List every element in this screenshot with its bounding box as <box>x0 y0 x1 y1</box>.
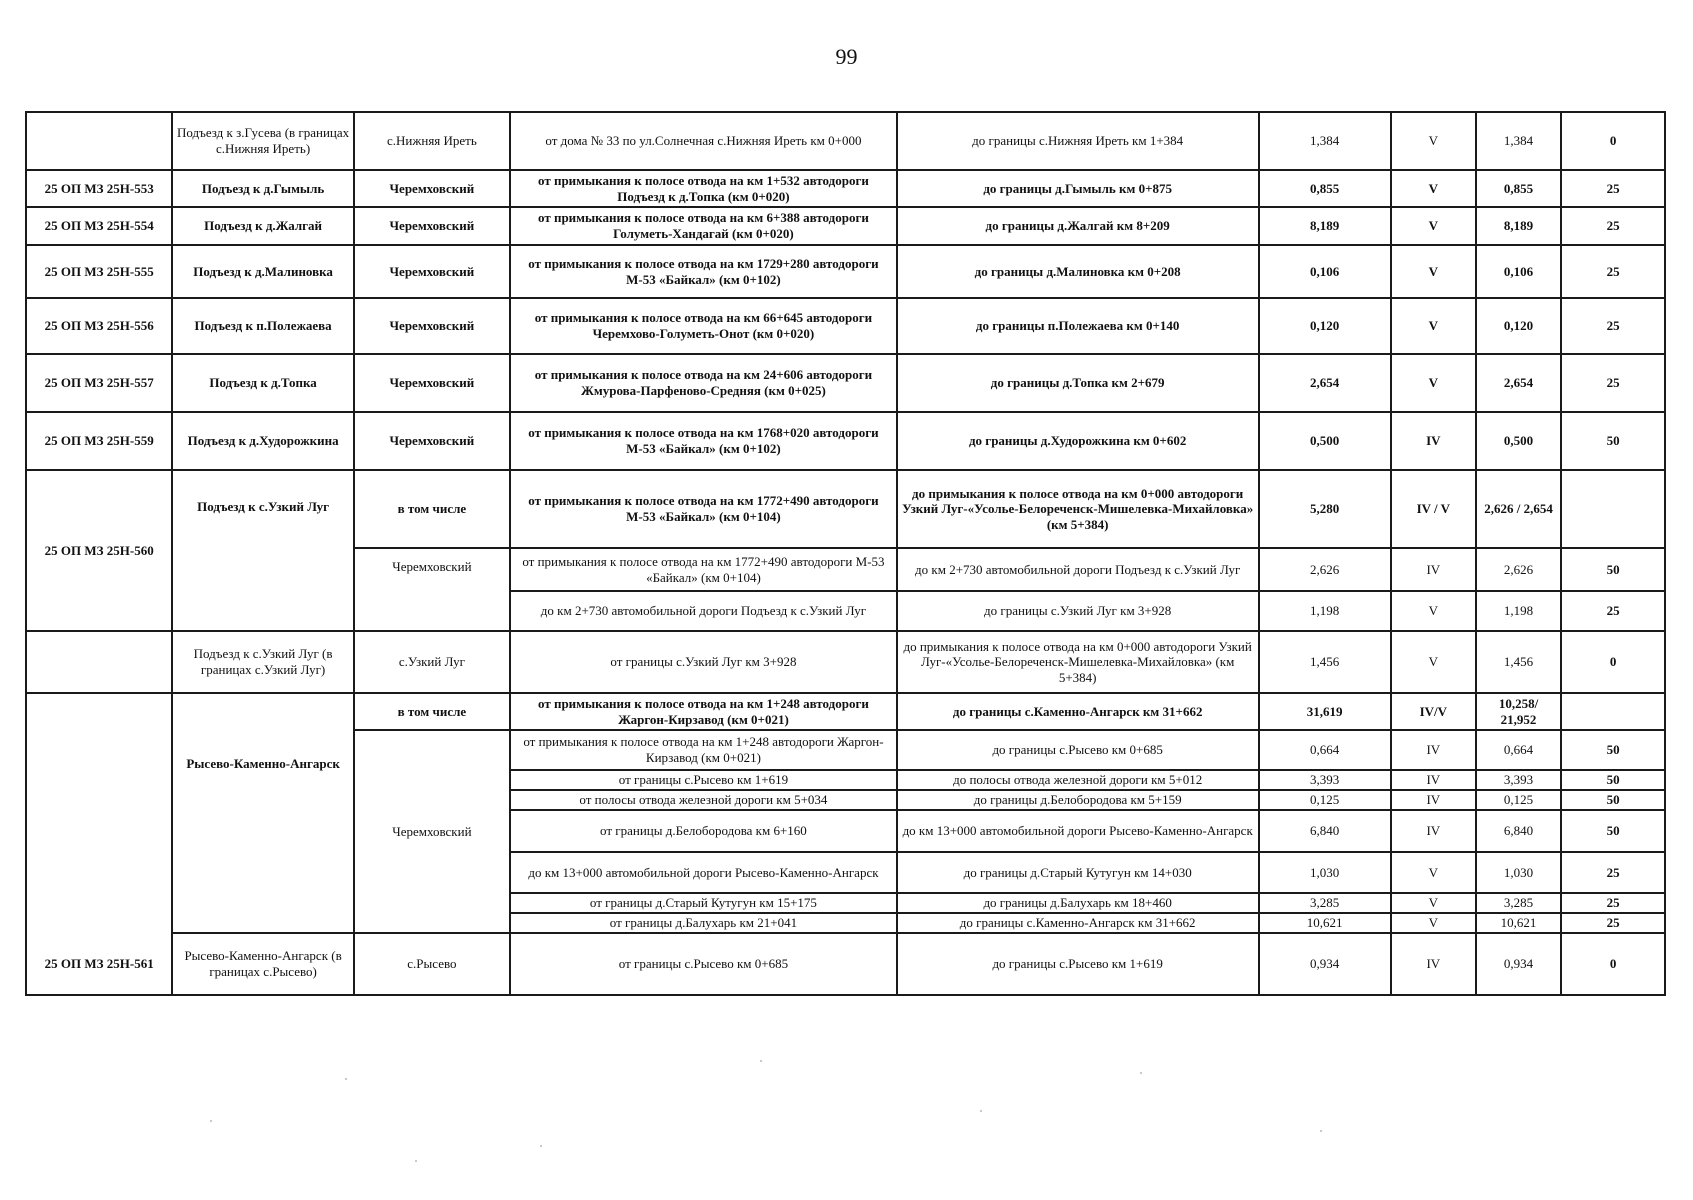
district-cell: Черемховский <box>354 730 510 933</box>
category-cell: V <box>1391 591 1476 631</box>
from-cell: от полосы отвода железной дороги км 5+034 <box>510 790 897 810</box>
length-by-category-cell: 10,621 <box>1476 913 1561 933</box>
length-cell: 0,500 <box>1259 412 1391 470</box>
length-cell: 0,664 <box>1259 730 1391 770</box>
from-cell: от границы д.Балухарь км 21+041 <box>510 913 897 933</box>
category-cell: V <box>1391 893 1476 913</box>
category-cell: V <box>1391 354 1476 412</box>
road-name-cell: Подъезд к д.Малиновка <box>172 245 353 298</box>
to-cell: до км 2+730 автомобильной дороги Подъезд к с.Узкий Луг <box>897 548 1259 591</box>
road-code-cell: 25 ОП МЗ 25Н-556 <box>26 298 172 354</box>
length-by-category-cell: 1,030 <box>1476 852 1561 893</box>
to-cell: до границы с.Каменно-Ангарск км 31+662 <box>897 693 1259 730</box>
length-cell: 0,125 <box>1259 790 1391 810</box>
percent-cell: 25 <box>1561 354 1665 412</box>
percent-cell: 25 <box>1561 207 1665 245</box>
length-cell: 0,855 <box>1259 170 1391 207</box>
scan-speck <box>760 1060 762 1062</box>
length-by-category-cell: 3,285 <box>1476 893 1561 913</box>
to-cell: до границы д.Малиновка км 0+208 <box>897 245 1259 298</box>
to-cell: до примыкания к полосе отвода на км 0+000 автодороги Узкий Луг-«Усолье-Белореченск-Мишелевка-Михайловка» (км 5+384) <box>897 470 1259 548</box>
to-cell: до границы д.Жалгай км 8+209 <box>897 207 1259 245</box>
scan-speck <box>210 1120 212 1122</box>
percent-cell: 50 <box>1561 730 1665 770</box>
length-by-category-cell: 1,456 <box>1476 631 1561 693</box>
length-cell: 2,626 <box>1259 548 1391 591</box>
percent-cell: 25 <box>1561 245 1665 298</box>
scan-speck <box>1140 1072 1142 1074</box>
from-cell: от примыкания к полосе отвода на км 1772+490 автодороги М-53 «Байкал» (км 0+104) <box>510 470 897 548</box>
category-cell: IV <box>1391 770 1476 790</box>
length-cell: 1,030 <box>1259 852 1391 893</box>
from-cell: от примыкания к полосе отвода на км 1+248 автодороги Жаргон-Кирзавод (км 0+021) <box>510 693 897 730</box>
length-by-category-cell: 10,258/ 21,952 <box>1476 693 1561 730</box>
table-row <box>26 631 1665 693</box>
to-cell: до границы д.Балухарь км 18+460 <box>897 893 1259 913</box>
to-cell: до км 13+000 автомобильной дороги Рысево-Каменно-Ангарск <box>897 810 1259 852</box>
road-code-cell: 25 ОП МЗ 25Н-561 <box>26 693 172 995</box>
percent-cell: 25 <box>1561 298 1665 354</box>
district-cell: с.Нижняя Иреть <box>354 112 510 170</box>
percent-cell: 50 <box>1561 548 1665 591</box>
scan-speck <box>540 1145 542 1147</box>
road-code-cell: 25 ОП МЗ 25Н-555 <box>26 245 172 298</box>
percent-cell: 50 <box>1561 770 1665 790</box>
to-cell: до границы с.Узкий Луг км 3+928 <box>897 591 1259 631</box>
road-name-cell: Подъезд к п.Полежаева <box>172 298 353 354</box>
percent-cell: 0 <box>1561 112 1665 170</box>
district-cell: Черемховский <box>354 298 510 354</box>
table-row <box>26 412 1665 470</box>
from-cell: от примыкания к полосе отвода на км 1768+020 автодороги М-53 «Байкал» (км 0+102) <box>510 412 897 470</box>
table-row <box>26 112 1665 170</box>
to-cell: до границы с.Нижняя Иреть км 1+384 <box>897 112 1259 170</box>
category-cell: V <box>1391 170 1476 207</box>
table-row <box>26 693 1665 730</box>
road-name-cell: Рысево-Каменно-Ангарск (в границах с.Рысево) <box>172 933 353 995</box>
length-cell: 3,393 <box>1259 770 1391 790</box>
from-cell: от границы д.Белобородова км 6+160 <box>510 810 897 852</box>
table-row <box>26 354 1665 412</box>
category-cell: V <box>1391 207 1476 245</box>
length-by-category-cell: 0,934 <box>1476 933 1561 995</box>
length-by-category-cell: 1,384 <box>1476 112 1561 170</box>
from-cell: от дома № 33 по ул.Солнечная с.Нижняя Иреть км 0+000 <box>510 112 897 170</box>
from-cell: от границы с.Рысево км 1+619 <box>510 770 897 790</box>
category-cell: V <box>1391 631 1476 693</box>
district-cell: Черемховский <box>354 412 510 470</box>
road-code-cell <box>26 631 172 693</box>
length-by-category-cell: 6,840 <box>1476 810 1561 852</box>
length-by-category-cell: 2,626 / 2,654 <box>1476 470 1561 548</box>
length-cell: 10,621 <box>1259 913 1391 933</box>
percent-cell <box>1561 470 1665 548</box>
category-cell: V <box>1391 245 1476 298</box>
road-name-cell: Подъезд к с.Узкий Луг <box>172 470 353 631</box>
table-row <box>26 207 1665 245</box>
length-cell: 5,280 <box>1259 470 1391 548</box>
to-cell: до границы с.Рысево км 0+685 <box>897 730 1259 770</box>
road-name-cell: Подъезд к д.Гымыль <box>172 170 353 207</box>
roads-table <box>25 111 1666 996</box>
length-by-category-cell: 2,654 <box>1476 354 1561 412</box>
percent-cell: 25 <box>1561 852 1665 893</box>
district-cell: в том числе <box>354 693 510 730</box>
category-cell: V <box>1391 852 1476 893</box>
table-row <box>26 245 1665 298</box>
from-cell: до км 2+730 автомобильной дороги Подъезд к с.Узкий Луг <box>510 591 897 631</box>
district-cell: Черемховский <box>354 170 510 207</box>
length-cell: 1,198 <box>1259 591 1391 631</box>
scan-speck <box>980 1110 982 1112</box>
category-cell: IV/V <box>1391 693 1476 730</box>
road-name-cell: Подъезд к д.Топка <box>172 354 353 412</box>
from-cell: от примыкания к полосе отвода на км 1772+490 автодороги М-53 «Байкал» (км 0+104) <box>510 548 897 591</box>
district-cell: Черемховский <box>354 354 510 412</box>
from-cell: от примыкания к полосе отвода на км 1+248 автодороги Жаргон-Кирзавод (км 0+021) <box>510 730 897 770</box>
to-cell: до полосы отвода железной дороги км 5+012 <box>897 770 1259 790</box>
district-cell: с.Узкий Луг <box>354 631 510 693</box>
road-code-cell: 25 ОП МЗ 25Н-553 <box>26 170 172 207</box>
length-by-category-cell: 3,393 <box>1476 770 1561 790</box>
to-cell: до границы с.Рысево км 1+619 <box>897 933 1259 995</box>
percent-cell: 50 <box>1561 790 1665 810</box>
length-by-category-cell: 0,125 <box>1476 790 1561 810</box>
from-cell: от примыкания к полосе отвода на км 6+388 автодороги Голуметь-Хандагай (км 0+020) <box>510 207 897 245</box>
scan-speck <box>345 1078 347 1080</box>
length-by-category-cell: 0,120 <box>1476 298 1561 354</box>
road-code-cell: 25 ОП МЗ 25Н-554 <box>26 207 172 245</box>
length-by-category-cell: 2,626 <box>1476 548 1561 591</box>
road-name-cell: Рысево-Каменно-Ангарск <box>172 693 353 933</box>
length-by-category-cell: 0,664 <box>1476 730 1561 770</box>
from-cell: от примыкания к полосе отвода на км 66+645 автодороги Черемхово-Голуметь-Онот (км 0+020) <box>510 298 897 354</box>
category-cell: IV <box>1391 548 1476 591</box>
road-name-cell: Подъезд к с.Узкий Луг (в границах с.Узкий Луг) <box>172 631 353 693</box>
road-name-cell: Подъезд к д.Худорожкина <box>172 412 353 470</box>
percent-cell: 0 <box>1561 631 1665 693</box>
length-by-category-cell: 8,189 <box>1476 207 1561 245</box>
length-by-category-cell: 1,198 <box>1476 591 1561 631</box>
percent-cell: 25 <box>1561 893 1665 913</box>
to-cell: до границы д.Гымыль км 0+875 <box>897 170 1259 207</box>
length-cell: 1,456 <box>1259 631 1391 693</box>
length-by-category-cell: 0,855 <box>1476 170 1561 207</box>
category-cell: V <box>1391 298 1476 354</box>
table-row <box>26 470 1665 548</box>
table-row <box>26 170 1665 207</box>
scan-speck <box>1320 1130 1322 1132</box>
district-cell: с.Рысево <box>354 933 510 995</box>
length-cell: 8,189 <box>1259 207 1391 245</box>
from-cell: от примыкания к полосе отвода на км 1729+280 автодороги М-53 «Байкал» (км 0+102) <box>510 245 897 298</box>
road-name-cell: Подъезд к з.Гусева (в границах с.Нижняя Иреть) <box>172 112 353 170</box>
to-cell: до границы д.Старый Кутугун км 14+030 <box>897 852 1259 893</box>
length-cell: 1,384 <box>1259 112 1391 170</box>
to-cell: до границы п.Полежаева км 0+140 <box>897 298 1259 354</box>
percent-cell: 0 <box>1561 933 1665 995</box>
category-cell: IV / V <box>1391 470 1476 548</box>
road-code-cell: 25 ОП МЗ 25Н-560 <box>26 470 172 631</box>
length-cell: 0,106 <box>1259 245 1391 298</box>
to-cell: до границы с.Каменно-Ангарск км 31+662 <box>897 913 1259 933</box>
length-by-category-cell: 0,106 <box>1476 245 1561 298</box>
percent-cell: 25 <box>1561 591 1665 631</box>
district-cell: Черемховский <box>354 245 510 298</box>
from-cell: от границы с.Узкий Луг км 3+928 <box>510 631 897 693</box>
category-cell: IV <box>1391 790 1476 810</box>
district-cell: в том числе <box>354 470 510 548</box>
category-cell: IV <box>1391 810 1476 852</box>
from-cell: от границы с.Рысево км 0+685 <box>510 933 897 995</box>
category-cell: V <box>1391 913 1476 933</box>
from-cell: от примыкания к полосе отвода на км 1+532 автодороги Подъезд к д.Топка (км 0+020) <box>510 170 897 207</box>
road-code-cell: 25 ОП МЗ 25Н-559 <box>26 412 172 470</box>
scan-speck <box>415 1160 417 1162</box>
length-cell: 31,619 <box>1259 693 1391 730</box>
category-cell: V <box>1391 112 1476 170</box>
road-code-cell: 25 ОП МЗ 25Н-557 <box>26 354 172 412</box>
category-cell: IV <box>1391 412 1476 470</box>
page-number: 99 <box>835 44 858 69</box>
length-cell: 0,120 <box>1259 298 1391 354</box>
from-cell: от примыкания к полосе отвода на км 24+606 автодороги Жмурова-Парфеново-Средняя (км 0+025) <box>510 354 897 412</box>
to-cell: до границы д.Белобородова км 5+159 <box>897 790 1259 810</box>
to-cell: до примыкания к полосе отвода на км 0+000 автодороги Узкий Луг-«Усолье-Белореченск-Мишелевка-Михайловка» (км 5+384) <box>897 631 1259 693</box>
percent-cell: 25 <box>1561 913 1665 933</box>
length-cell: 6,840 <box>1259 810 1391 852</box>
road-code-cell <box>26 112 172 170</box>
to-cell: до границы д.Худорожкина км 0+602 <box>897 412 1259 470</box>
table-row <box>26 298 1665 354</box>
length-by-category-cell: 0,500 <box>1476 412 1561 470</box>
category-cell: IV <box>1391 933 1476 995</box>
percent-cell: 50 <box>1561 412 1665 470</box>
table-row <box>26 933 1665 995</box>
to-cell: до границы д.Топка км 2+679 <box>897 354 1259 412</box>
district-cell: Черемховский <box>354 548 510 631</box>
length-cell: 2,654 <box>1259 354 1391 412</box>
category-cell: IV <box>1391 730 1476 770</box>
percent-cell <box>1561 693 1665 730</box>
length-cell: 3,285 <box>1259 893 1391 913</box>
percent-cell: 50 <box>1561 810 1665 852</box>
from-cell: до км 13+000 автомобильной дороги Рысево-Каменно-Ангарск <box>510 852 897 893</box>
district-cell: Черемховский <box>354 207 510 245</box>
from-cell: от границы д.Старый Кутугун км 15+175 <box>510 893 897 913</box>
length-cell: 0,934 <box>1259 933 1391 995</box>
percent-cell: 25 <box>1561 170 1665 207</box>
road-name-cell: Подъезд к д.Жалгай <box>172 207 353 245</box>
